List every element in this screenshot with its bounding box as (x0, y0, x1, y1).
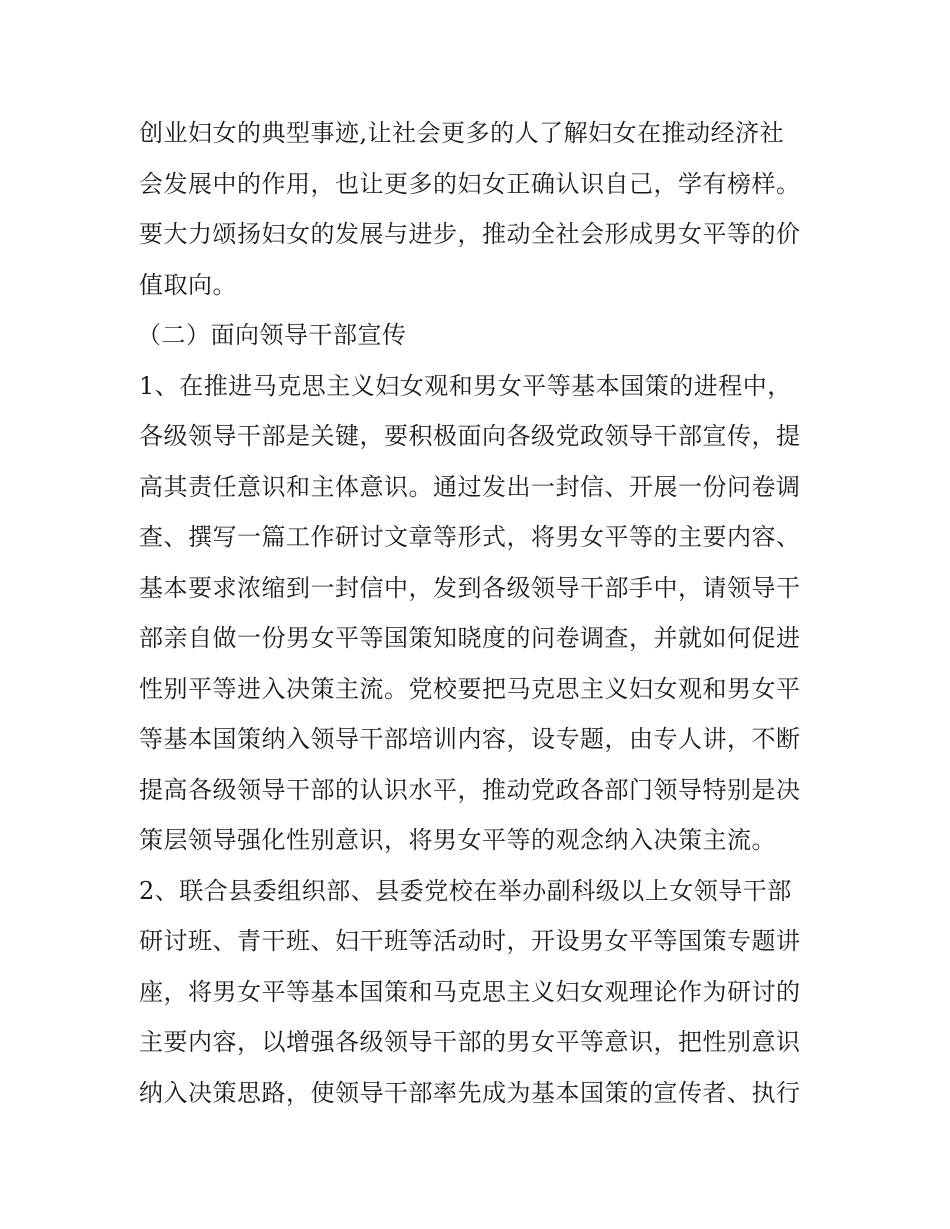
body-text-line: 各级领导干部是关键，要积极面向各级党政领导干部宣传，提 (139, 422, 801, 450)
body-text-line: 要大力颂扬妇女的发展与进步，推动全社会形成男女平等的价 (139, 220, 801, 248)
body-text-line: 研讨班、青干班、妇干班等活动时，开设男女平等国策专题讲 (139, 927, 801, 955)
body-text-line: 查、撰写一篇工作研讨文章等形式，将男女平等的主要内容、 (139, 523, 801, 551)
body-text-line: 基本要求浓缩到一封信中，发到各级领导干部手中，请领导干 (139, 573, 801, 602)
body-text-line: 提高各级领导干部的认识水平，推动党政各部门领导特别是决 (139, 775, 801, 804)
body-text-line: 会发展中的作用，也让更多的妇女正确认识自己，学有榜样。 (139, 169, 801, 198)
body-text-line: 值取向。 (139, 270, 237, 299)
body-text-line: 纳入决策思路，使领导干部率先成为基本国策的宣传者、执行 (139, 1078, 801, 1107)
document-body (139, 108, 829, 1118)
body-text-line: 1、在推进马克思主义妇女观和男女平等基本国策的进程中， (139, 371, 792, 400)
body-text-line: 部亲自做一份男女平等国策知晓度的问卷调查，并就如何促进 (139, 624, 801, 652)
body-text-line: 性别平等进入决策主流。党校要把马克思主义妇女观和男女平 (139, 674, 801, 703)
body-text-line: 策层领导强化性别意识，将男女平等的观念纳入决策主流。 (139, 826, 776, 854)
body-text-line: 创业妇女的典型事迹,让社会更多的人了解妇女在推动经济社 (139, 119, 785, 147)
body-text-line: 座，将男女平等基本国策和马克思主义妇女观理论作为研讨的 (139, 977, 801, 1006)
body-text-line: 等基本国策纳入领导干部培训内容，设专题，由专人讲，不断 (139, 725, 801, 753)
body-text-line: 主要内容，以增强各级领导干部的男女平等意识，把性别意识 (139, 1028, 801, 1056)
body-text-line: 高其责任意识和主体意识。通过发出一封信、开展一份问卷调 (139, 472, 801, 501)
section-heading: （二）面向领导干部宣传 (137, 321, 407, 349)
body-text-line: 2、联合县委组织部、县委党校在举办副科级以上女领导干部 (139, 876, 792, 905)
